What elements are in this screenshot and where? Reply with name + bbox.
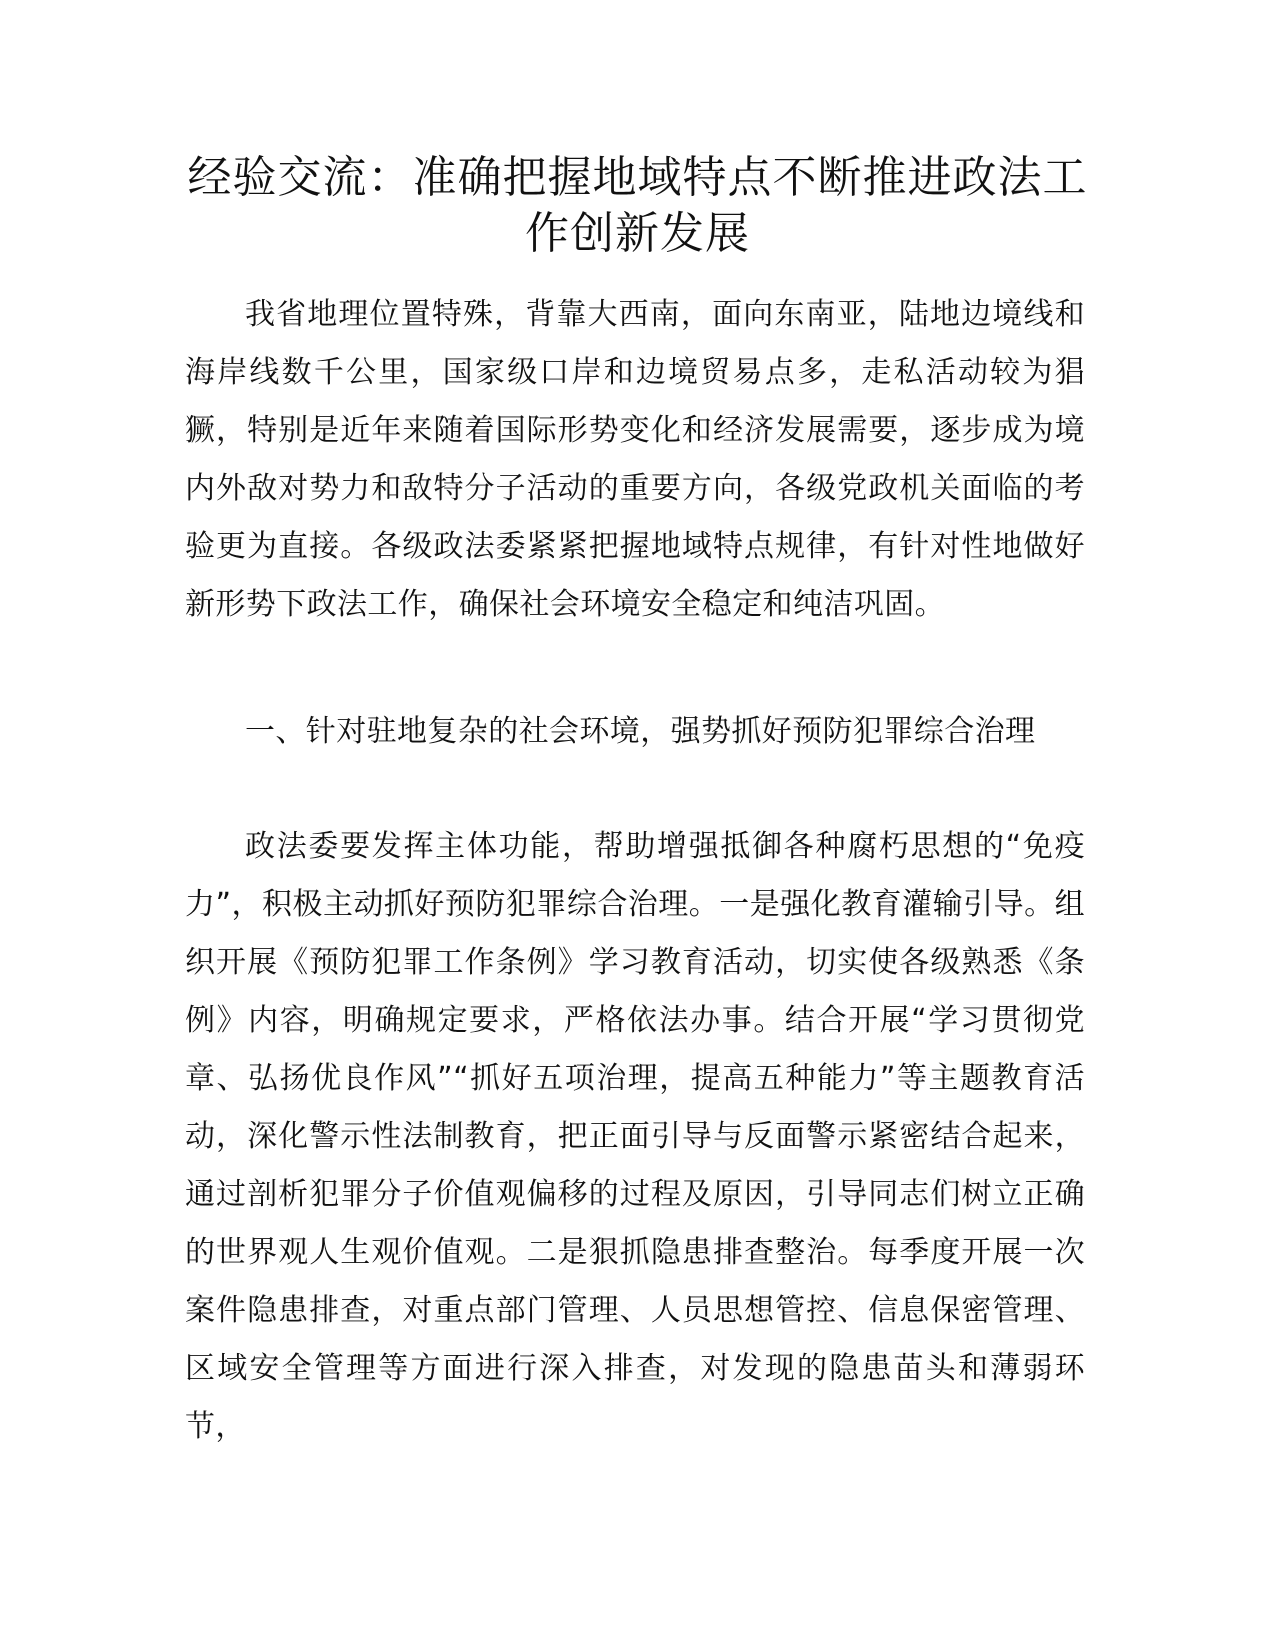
section-heading-1: 一、针对驻地复杂的社会环境，强势抓好预防犯罪综合治理: [245, 714, 1036, 749]
paragraph-intro: 我省地理位置特殊，背靠大西南，面向东南亚，陆地边境线和海岸线数千公里，国家级口岸和边境贸易点多，走私活动较为猖獗，特别是近年来随着国际形势变化和经济发展需要，逐步成为境内外敌对势力和敌特分子活动的重要方向，各级党政机关面临的考验更为直接。各级政法委紧紧把握地域特点规律，有针对性地做好新形势下政法工作，确保社会环境安全稳定和纯洁巩固。: [185, 297, 1085, 622]
paragraph-section-1: 政法委要发挥主体功能，帮助增强抵御各种腐朽思想的“免疫力”，积极主动抓好预防犯罪综合治理。一是强化教育灌输引导。组织开展《预防犯罪工作条例》学习教育活动，切实使各级熟悉《条例》内容，明确规定要求，严格依法办事。结合开展“学习贯彻党章、弘扬优良作风”“抓好五项治理，提高五种能力”等主题教育活动，深化警示性法制教育，把正面引导与反面警示紧密结合起来，通过剖析犯罪分子价值观偏移的过程及原因，引导同志们树立正确的世界观人生观价值观。二是狠抓隐患排查整治。每季度开展一次案件隐患排查，对重点部门管理、人员思想管控、信息保密管理、区域安全管理等方面进行深入排查，对发现的隐患苗头和薄弱环节，: [185, 829, 1085, 1444]
document-title: 经验交流：准确把握地域特点不断推进政法工作创新发展: [187, 152, 1088, 259]
